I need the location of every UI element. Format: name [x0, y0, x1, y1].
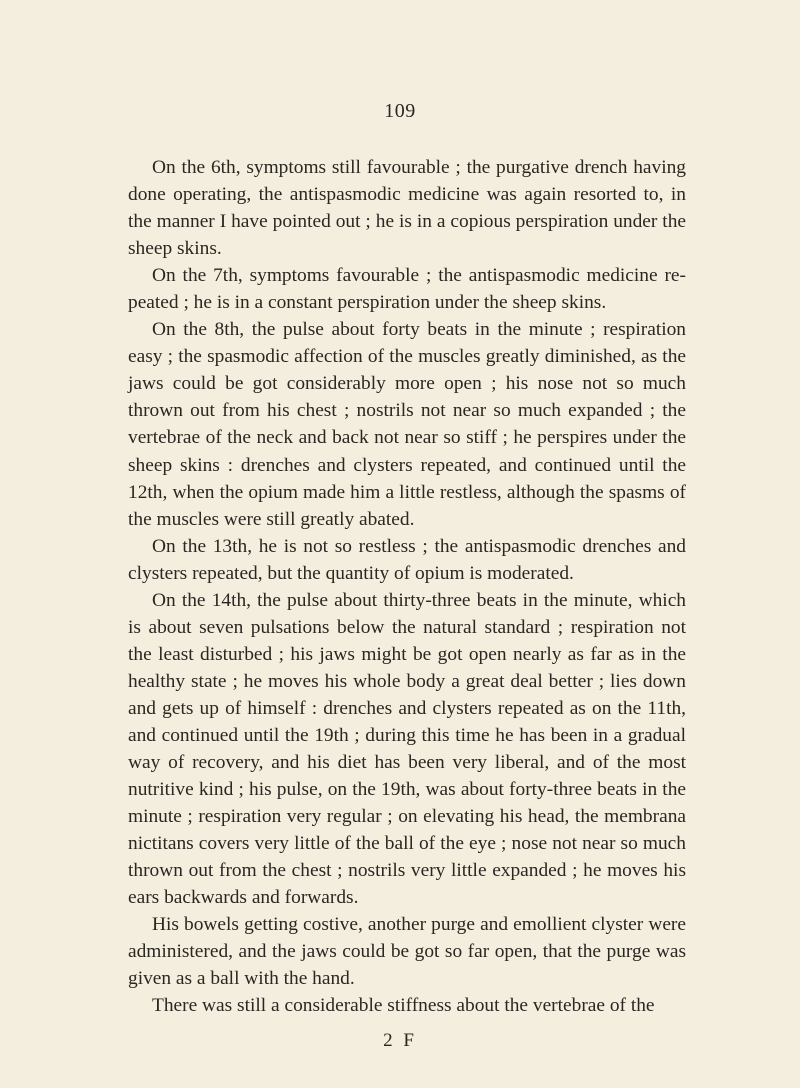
body-text — [128, 154, 686, 1020]
paragraph-6th: On the 6th, symptoms still favourable ; the purgative drench having done operating, the antispasmodic medicine was again resorted to, in the manner I have pointed out ; he is in a copious perspiration under the sheep skins. — [128, 157, 686, 260]
paragraph-stiffness: There was still a considerable stiffness about the vertebrae of the — [152, 995, 655, 1017]
paragraph-14th: On the 14th, the pulse about thirty-three beats in the minute, which is about seven pulsations below the natural standard ; respiration not the least disturbed ; his jaws might be got open nearly as far as in the healthy state ; he moves his whole body a great deal better ; lies down and gets up of himself : drenches and clysters repeated as on the 11th, and continued until the 19th ; during this time he has been in a gradual way of recovery, and his diet has been very liberal, and of the most nutritive kind ; his pulse, on the 19th, was about forty-three beats in the minute ; respiration very regular ; on elevating his head, the membrana nictitans covers very little of the ball of the eye ; nose not near so much thrown out from the chest ; nostrils very little expanded ; he moves his ears backwards and forwards. — [128, 589, 686, 909]
signature-mark: 2 F — [383, 1030, 417, 1051]
paragraph-bowels: His bowels getting costive, another purge and emollient clyster were administered, and the jaws could be got so far open, that the purge was given as a ball with the hand. — [128, 914, 686, 990]
page-number: 109 — [384, 100, 416, 122]
paragraph-13th: On the 13th, he is not so restless ; the antispasmodic drenches and clysters repeated, but the quantity of opium is moderated. — [128, 535, 686, 584]
paragraph-7th: On the 7th, symptoms favourable ; the antispasmodic medicine repeated ; he is in a constant perspiration under the sheep skins. — [128, 265, 686, 314]
paragraph-8th: On the 8th, the pulse about forty beats in the minute ; respiration easy ; the spasmodic affection of the muscles greatly diminished, as the jaws could be got considerably more open ; his nose not so much thrown out from his chest ; nostrils not near so much expanded ; the vertebrae of the neck and back not near so stiff ; he perspires under the sheep skins : drenches and clysters repeated, and continued until the 12th, when the opium made him a little restless, although the spasms of the muscles were still greatly abated. — [128, 319, 686, 530]
